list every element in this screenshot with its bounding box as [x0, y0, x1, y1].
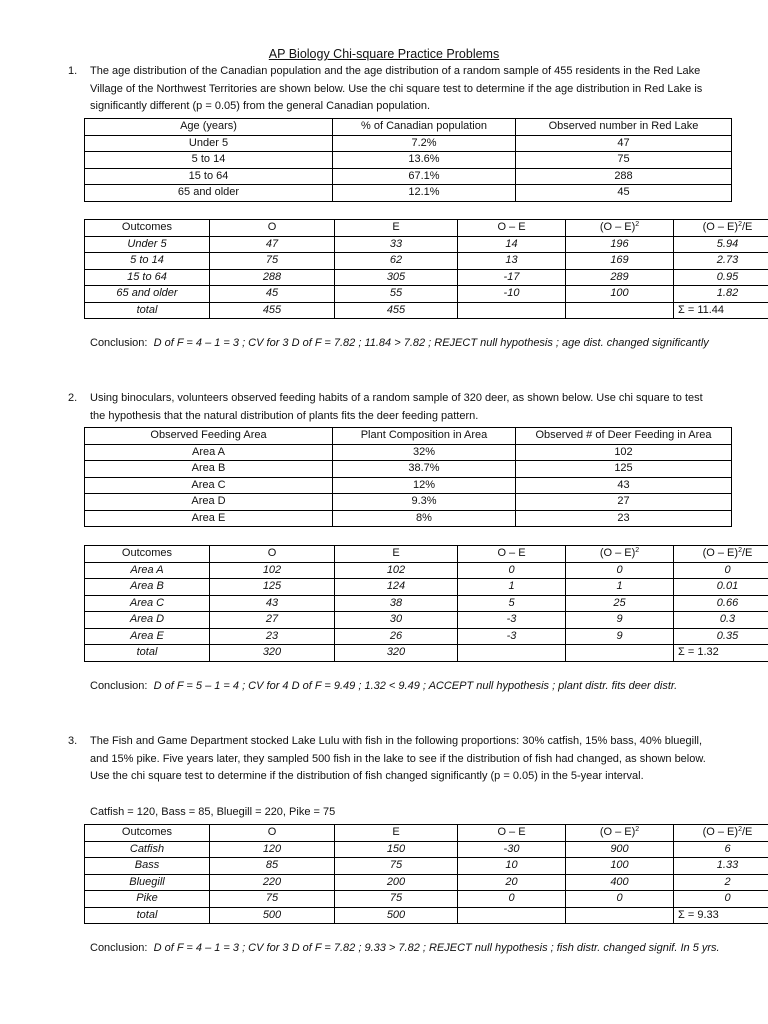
calc-cell: Σ = 11.44 [674, 302, 768, 319]
calc-header-row [85, 546, 768, 563]
calc-cell: 26 [335, 628, 458, 645]
calc-cell: 6 [674, 841, 768, 858]
calc-cell: 30 [335, 612, 458, 629]
header-text: (O – E) [599, 221, 636, 234]
calc-cell: total [85, 907, 210, 924]
calc-cell: 14 [458, 236, 566, 253]
calc-row [85, 562, 768, 579]
calc-cell: 62 [335, 253, 458, 270]
calc-cell: 0 [674, 562, 768, 579]
calc-cell [566, 645, 674, 662]
calc-cell: 75 [335, 891, 458, 908]
problem-1-conclusion [90, 337, 709, 349]
calc-cell: 33 [335, 236, 458, 253]
calc-column-header [566, 825, 674, 842]
calc-cell: 169 [566, 253, 674, 270]
info-cell: 9.3% [333, 494, 516, 511]
info-row [85, 152, 732, 169]
calc-column-header: O – E [458, 220, 566, 237]
calc-row [85, 645, 768, 662]
problem-1-prompt [68, 63, 718, 116]
calc-cell: 9 [566, 612, 674, 629]
calc-column-header: O [210, 825, 335, 842]
conclusion-label: Conclusion: [90, 942, 148, 954]
calc-row [85, 907, 768, 924]
info-cell: 32% [333, 444, 516, 461]
calc-cell [566, 907, 674, 924]
problem-3-sample-line: Catfish = 120, Bass = 85, Bluegill = 220, Pike = 75 [90, 806, 336, 818]
info-cell: Area C [85, 477, 333, 494]
info-header-row [85, 428, 732, 445]
calc-cell: 75 [210, 253, 335, 270]
squared-superscript: 2 [738, 826, 742, 834]
calc-cell: 0 [458, 891, 566, 908]
header-text: (O – E) [599, 826, 636, 839]
calc-cell: Area D [85, 612, 210, 629]
info-cell: 13.6% [333, 152, 516, 169]
calc-cell: 43 [210, 595, 335, 612]
calc-column-header: O [210, 546, 335, 563]
calc-cell [458, 907, 566, 924]
info-column-header: Observed number in Red Lake [516, 119, 732, 136]
calc-cell: 20 [458, 874, 566, 891]
header-text: (O – E) [702, 826, 739, 839]
calc-cell: Catfish [85, 841, 210, 858]
calc-column-header [674, 546, 768, 563]
calc-column-header: O – E [458, 546, 566, 563]
calc-cell: 0.95 [674, 269, 768, 286]
calc-cell: 15 to 64 [85, 269, 210, 286]
problem-1-calc-table [84, 219, 768, 319]
calc-header-row [85, 220, 768, 237]
calc-cell: Area B [85, 579, 210, 596]
calc-cell: 100 [566, 286, 674, 303]
calc-cell: 455 [335, 302, 458, 319]
calc-cell [458, 645, 566, 662]
problem-number: 2. [68, 392, 78, 404]
calc-cell: 75 [335, 858, 458, 875]
calc-cell: 0.01 [674, 579, 768, 596]
info-cell: Area E [85, 510, 333, 527]
problem-2-conclusion [90, 680, 677, 692]
calc-cell: 500 [210, 907, 335, 924]
problem-2-calc-table [84, 545, 768, 662]
calc-column-header: Outcomes [85, 825, 210, 842]
calc-cell: total [85, 645, 210, 662]
problem-2-prompt [68, 390, 718, 425]
calc-cell: 150 [335, 841, 458, 858]
calc-cell: 0 [566, 562, 674, 579]
calc-cell: -3 [458, 628, 566, 645]
calc-cell: 27 [210, 612, 335, 629]
calc-cell: 220 [210, 874, 335, 891]
calc-cell: 38 [335, 595, 458, 612]
calc-row [85, 841, 768, 858]
calc-row [85, 269, 768, 286]
conclusion-label: Conclusion: [90, 680, 148, 692]
calc-cell: 900 [566, 841, 674, 858]
info-row [85, 185, 732, 202]
calc-cell: 45 [210, 286, 335, 303]
calc-row [85, 302, 768, 319]
calc-cell: 102 [335, 562, 458, 579]
header-text-suffix: /E [741, 826, 753, 839]
info-row [85, 168, 732, 185]
calc-cell: 1 [458, 579, 566, 596]
header-text: (O – E) [702, 547, 739, 560]
conclusion-answer: D of F = 4 – 1 = 3 ; CV for 3 D of F = 7.82 ; 9.33 > 7.82 ; REJECT null hypothesis ; fish distr. changed signif. In 5 yrs. [153, 942, 720, 954]
header-text-suffix: /E [741, 221, 753, 234]
calc-cell: 5 to 14 [85, 253, 210, 270]
calc-cell: 305 [335, 269, 458, 286]
info-cell: 27 [516, 494, 732, 511]
calc-cell: 0 [674, 891, 768, 908]
info-column-header: Observed # of Deer Feeding in Area [516, 428, 732, 445]
calc-cell: 1.33 [674, 858, 768, 875]
calc-cell: 65 and older [85, 286, 210, 303]
calc-column-header: O – E [458, 825, 566, 842]
info-cell: Area A [85, 444, 333, 461]
calc-cell: 0.35 [674, 628, 768, 645]
calc-row [85, 874, 768, 891]
calc-cell: Bass [85, 858, 210, 875]
calc-cell: 320 [335, 645, 458, 662]
info-cell: 75 [516, 152, 732, 169]
info-cell: 47 [516, 135, 732, 152]
calc-cell: 9 [566, 628, 674, 645]
calc-cell: 0 [458, 562, 566, 579]
info-cell: 102 [516, 444, 732, 461]
page-title: AP Biology Chi-square Practice Problems [268, 47, 500, 61]
calc-cell: 23 [210, 628, 335, 645]
calc-cell: 500 [335, 907, 458, 924]
calc-column-header [674, 220, 768, 237]
conclusion-label: Conclusion: [90, 337, 148, 349]
squared-superscript: 2 [635, 221, 640, 229]
header-text-suffix: /E [741, 547, 753, 560]
calc-cell: 2.73 [674, 253, 768, 270]
calc-row [85, 612, 768, 629]
info-row [85, 510, 732, 527]
calc-row [85, 595, 768, 612]
problem-text: The age distribution of the Canadian population and the age distribution of a random sample of 455 residents in the Red Lake Village of the Northwest Territories are shown below. Use the chi square test to determine if the age distribution in Red Lake is significantly different (p = 0.05) from the general Canadian population. [90, 65, 703, 112]
calc-cell: 102 [210, 562, 335, 579]
info-row [85, 494, 732, 511]
problem-3-prompt [68, 733, 718, 786]
info-row [85, 135, 732, 152]
info-row [85, 444, 732, 461]
calc-cell: Area C [85, 595, 210, 612]
calc-column-header [566, 546, 674, 563]
calc-column-header [566, 220, 674, 237]
info-cell: 23 [516, 510, 732, 527]
calc-cell: 124 [335, 579, 458, 596]
calc-cell: Area A [85, 562, 210, 579]
calc-cell: -10 [458, 286, 566, 303]
calc-column-header: E [335, 825, 458, 842]
calc-cell: 0.3 [674, 612, 768, 629]
calc-row [85, 236, 768, 253]
squared-superscript: 2 [738, 547, 742, 555]
calc-cell: 320 [210, 645, 335, 662]
info-cell: Under 5 [85, 135, 333, 152]
calc-cell: 200 [335, 874, 458, 891]
calc-cell: 47 [210, 236, 335, 253]
info-column-header: Plant Composition in Area [333, 428, 516, 445]
calc-cell: 85 [210, 858, 335, 875]
calc-row [85, 628, 768, 645]
info-cell: 7.2% [333, 135, 516, 152]
info-cell: 12% [333, 477, 516, 494]
calc-cell: 120 [210, 841, 335, 858]
calc-cell: -17 [458, 269, 566, 286]
problem-2-info-table [84, 427, 732, 527]
calc-column-header: Outcomes [85, 220, 210, 237]
calc-column-header: Outcomes [85, 546, 210, 563]
calc-cell: 455 [210, 302, 335, 319]
info-cell: 125 [516, 461, 732, 478]
info-cell: 65 and older [85, 185, 333, 202]
info-cell: 12.1% [333, 185, 516, 202]
problem-1-info-table [84, 118, 732, 202]
calc-cell: 2 [674, 874, 768, 891]
calc-cell: 5.94 [674, 236, 768, 253]
problem-3-calc-table [84, 824, 768, 924]
calc-cell: 125 [210, 579, 335, 596]
problem-number: 1. [68, 65, 78, 77]
calc-cell: -3 [458, 612, 566, 629]
problem-text: The Fish and Game Department stocked Lake Lulu with fish in the following proportions: 30% catfish, 15% bass, 40% bluegill, and 15% pike. Five years later, they sampled 500 fish in the lake to see if the distribution of fish had changed, as shown below. Use the chi square test to determine if the distribution of fish changed significantly (p = 0.05) in the 5-year interval. [90, 735, 706, 782]
calc-cell: 100 [566, 858, 674, 875]
calc-cell: Σ = 9.33 [674, 907, 768, 924]
header-text: (O – E) [599, 547, 636, 560]
header-text: (O – E) [702, 221, 739, 234]
calc-cell: 1 [566, 579, 674, 596]
problem-number: 3. [68, 735, 78, 747]
calc-cell: 0 [566, 891, 674, 908]
calc-column-header: E [335, 546, 458, 563]
calc-cell: Under 5 [85, 236, 210, 253]
info-row [85, 461, 732, 478]
calc-cell: 400 [566, 874, 674, 891]
calc-column-header: E [335, 220, 458, 237]
info-cell: 67.1% [333, 168, 516, 185]
calc-cell [458, 302, 566, 319]
squared-superscript: 2 [635, 547, 640, 555]
calc-cell: 288 [210, 269, 335, 286]
calc-row [85, 253, 768, 270]
calc-cell: 0.66 [674, 595, 768, 612]
info-cell: 15 to 64 [85, 168, 333, 185]
calc-cell: 13 [458, 253, 566, 270]
calc-cell: 25 [566, 595, 674, 612]
conclusion-answer: D of F = 4 – 1 = 3 ; CV for 3 D of F = 7.82 ; 11.84 > 7.82 ; REJECT null hypothesis ; age dist. changed significantly [153, 337, 709, 349]
calc-row [85, 858, 768, 875]
info-cell: Area D [85, 494, 333, 511]
calc-cell: 1.82 [674, 286, 768, 303]
calc-cell: Bluegill [85, 874, 210, 891]
squared-superscript: 2 [635, 826, 640, 834]
calc-cell: Σ = 1.32 [674, 645, 768, 662]
conclusion-answer: D of F = 5 – 1 = 4 ; CV for 4 D of F = 9.49 ; 1.32 < 9.49 ; ACCEPT null hypothesis ; plant distr. fits deer distr. [153, 680, 678, 692]
info-cell: 38.7% [333, 461, 516, 478]
info-column-header: Observed Feeding Area [85, 428, 333, 445]
calc-cell: 5 [458, 595, 566, 612]
info-row [85, 477, 732, 494]
calc-column-header: O [210, 220, 335, 237]
info-cell: Area B [85, 461, 333, 478]
calc-cell [566, 302, 674, 319]
calc-cell: Pike [85, 891, 210, 908]
calc-row [85, 579, 768, 596]
calc-cell: total [85, 302, 210, 319]
info-cell: 288 [516, 168, 732, 185]
info-cell: 8% [333, 510, 516, 527]
problem-text: Using binoculars, volunteers observed feeding habits of a random sample of 320 deer, as shown below. Use chi square to test the hypothesis that the natural distribution of plants fits the deer feeding pattern. [90, 392, 703, 422]
calc-cell: -30 [458, 841, 566, 858]
info-cell: 5 to 14 [85, 152, 333, 169]
calc-column-header [674, 825, 768, 842]
calc-cell: 10 [458, 858, 566, 875]
problem-3-conclusion [90, 942, 720, 954]
calc-cell: 196 [566, 236, 674, 253]
info-header-row [85, 119, 732, 136]
info-column-header: Age (years) [85, 119, 333, 136]
calc-cell: 75 [210, 891, 335, 908]
calc-cell: 55 [335, 286, 458, 303]
calc-cell: Area E [85, 628, 210, 645]
calc-row [85, 891, 768, 908]
calc-row [85, 286, 768, 303]
info-cell: 43 [516, 477, 732, 494]
info-cell: 45 [516, 185, 732, 202]
calc-header-row [85, 825, 768, 842]
calc-cell: 289 [566, 269, 674, 286]
info-column-header: % of Canadian population [333, 119, 516, 136]
squared-superscript: 2 [738, 221, 742, 229]
